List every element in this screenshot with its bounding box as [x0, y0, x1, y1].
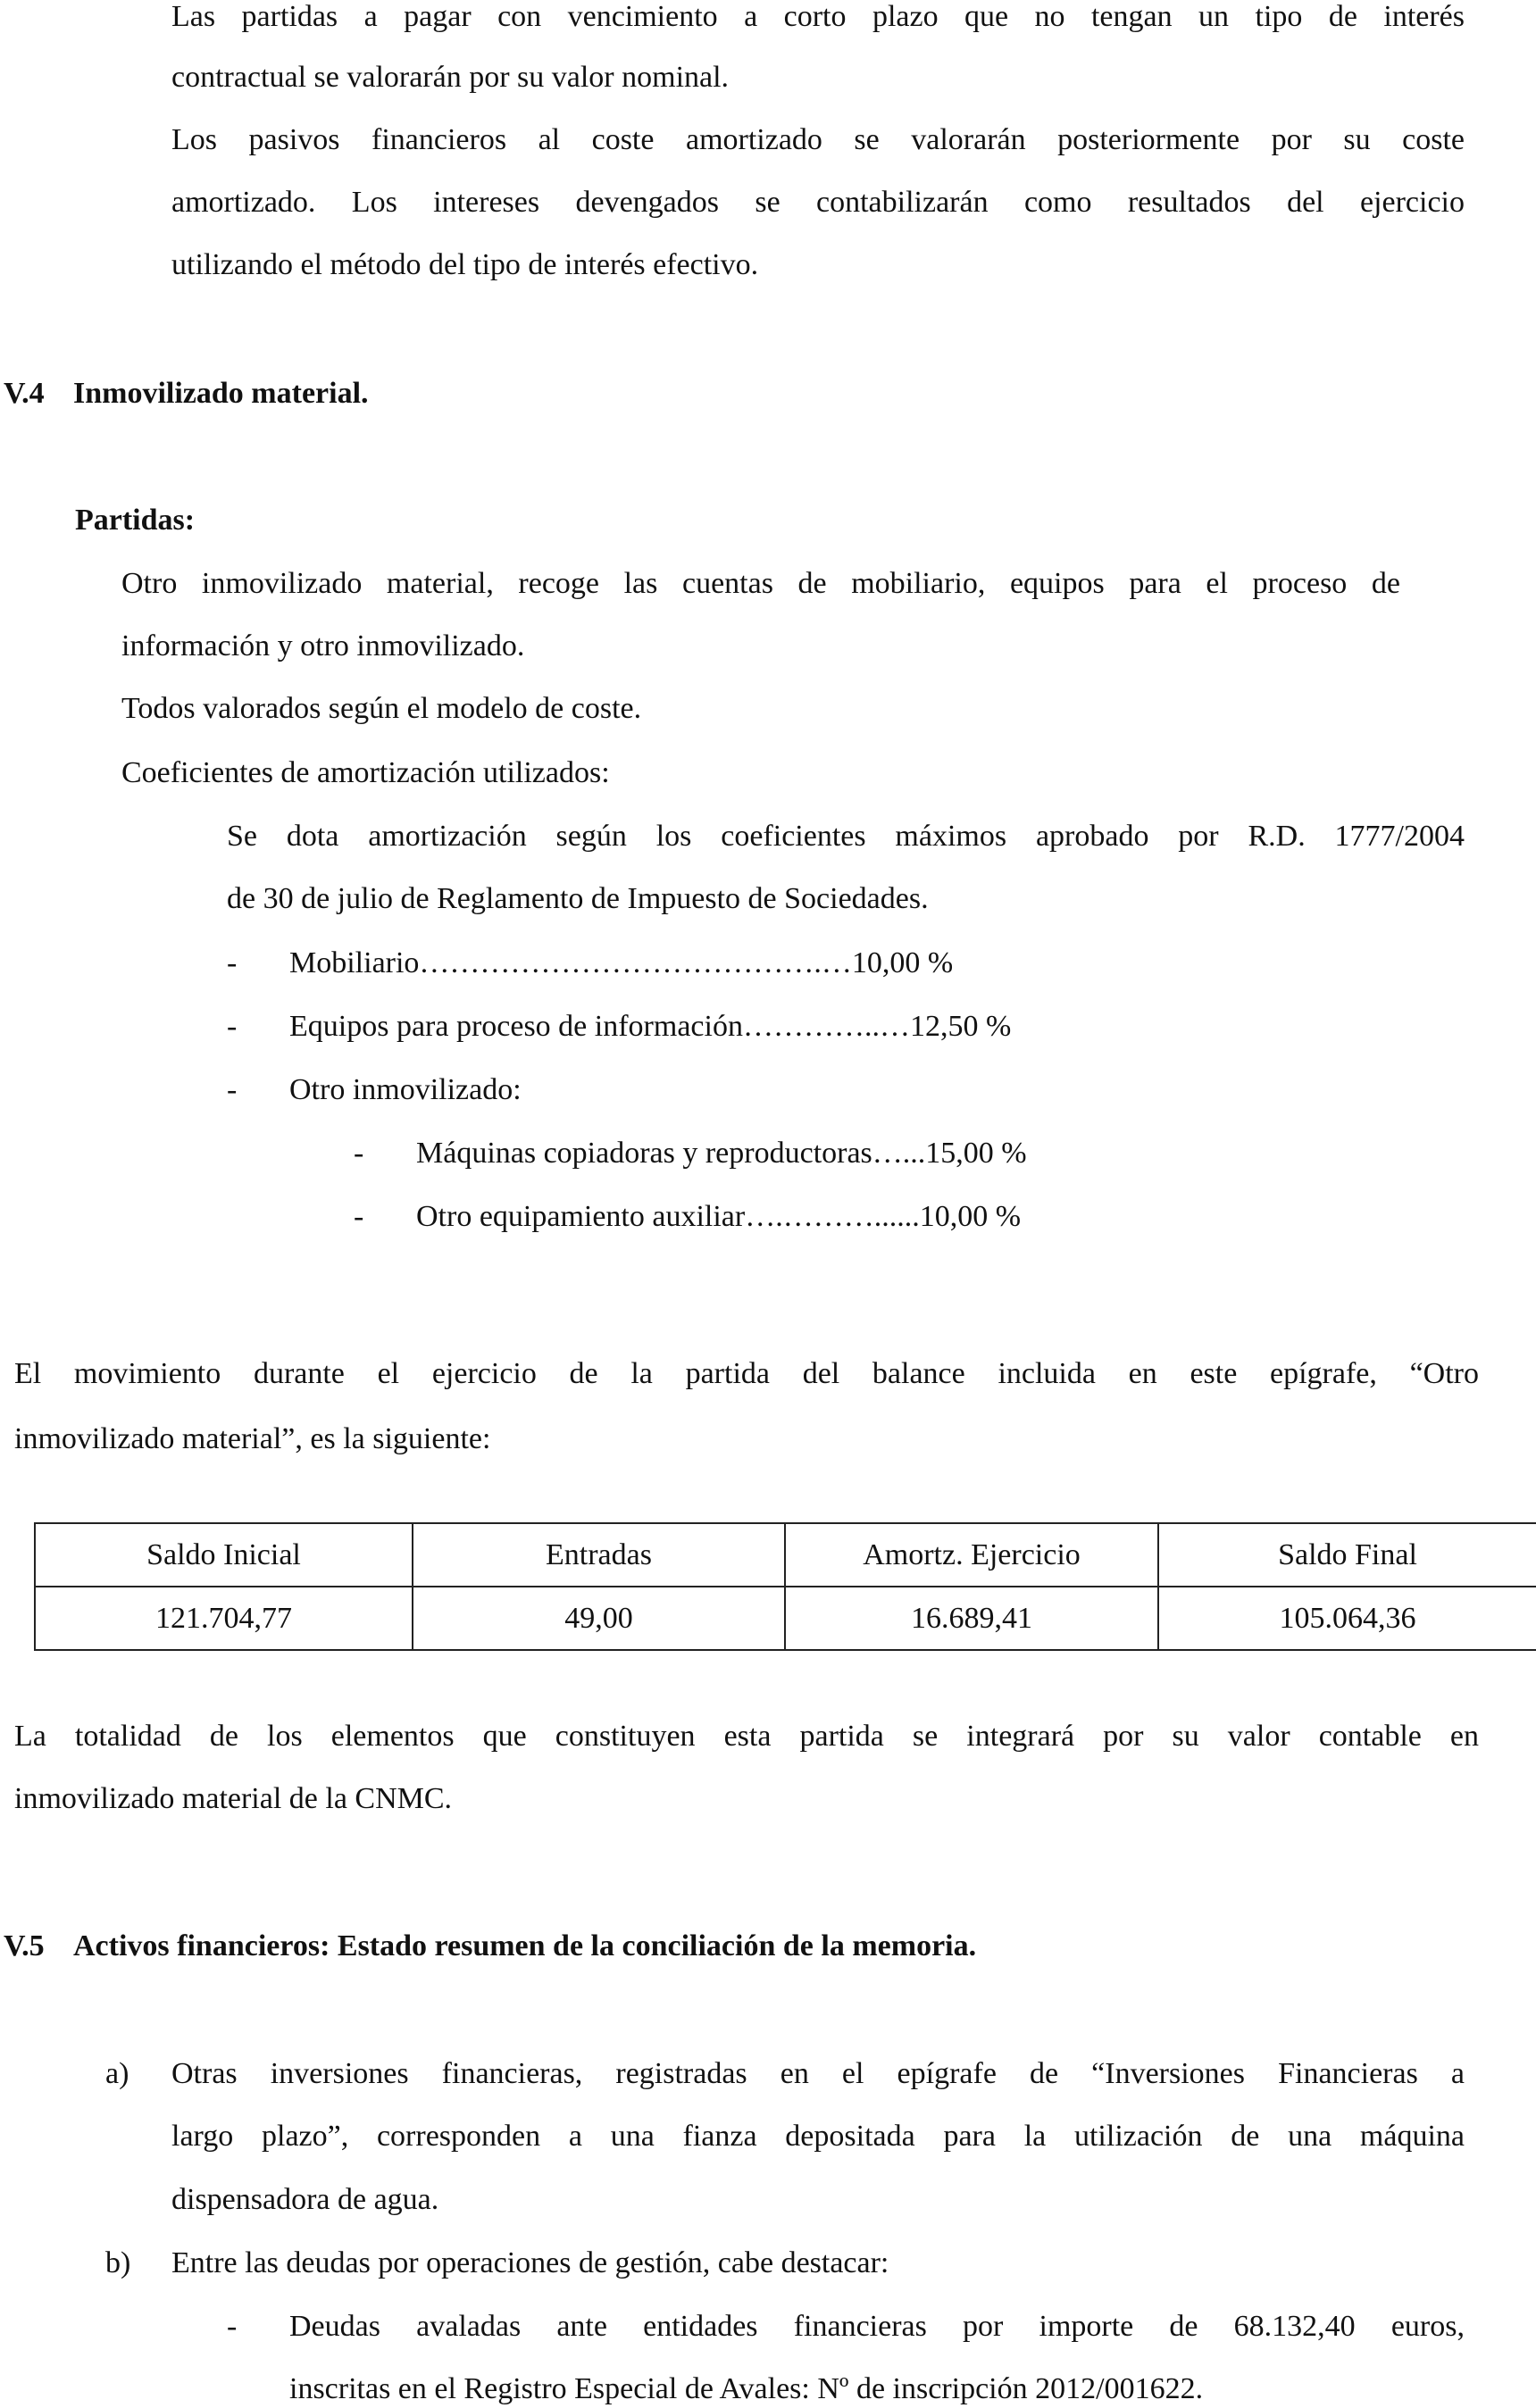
coefficient-maquinas: Máquinas copiadoras y reproductoras…...15,00 %: [416, 1137, 1027, 1170]
totality-line-1: La totalidad de los elementos que constituyen esta partida se integrará por su valor contable en: [14, 1720, 1479, 1753]
cell-entradas: 49,00: [413, 1587, 785, 1650]
item-b-marker: b): [105, 2246, 131, 2279]
table-header-row: [35, 1523, 1536, 1587]
table-row: [35, 1587, 1536, 1650]
header-amortz-ejercicio: Amortz. Ejercicio: [785, 1523, 1158, 1587]
coefficient-equipos: Equipos para proceso de información…………..…12,50 %: [289, 1010, 1012, 1043]
intro-line-5: utilizando el método del tipo de interés efectivo.: [171, 248, 759, 281]
partidas-line-2: información y otro inmovilizado.: [121, 629, 525, 662]
item-b-line-1: Entre las deudas por operaciones de gestión, cabe destacar:: [171, 2246, 889, 2279]
totality-line-2: inmovilizado material de la CNMC.: [14, 1782, 453, 1815]
list-dash: -: [227, 946, 238, 979]
section-v5-title: Activos financieros: Estado resumen de la conciliación de la memoria.: [73, 1929, 977, 1962]
partidas-line-1: Otro inmovilizado material, recoge las cuentas de mobiliario, equipos para el proceso de: [121, 567, 1400, 600]
item-a-line-3: dispensadora de agua.: [171, 2183, 439, 2216]
list-dash: -: [227, 2310, 238, 2343]
item-b-sub-line-1: Deudas avaladas ante entidades financieras por importe de 68.132,40 euros,: [289, 2310, 1465, 2343]
list-dash: -: [354, 1137, 364, 1170]
intro-line-2: contractual se valorarán por su valor nominal.: [171, 61, 730, 94]
rd-line-2: de 30 de julio de Reglamento de Impuesto de Sociedades.: [227, 882, 929, 915]
cell-amortz-ejercicio: 16.689,41: [785, 1587, 1158, 1650]
header-saldo-inicial: Saldo Inicial: [35, 1523, 413, 1587]
movement-line-2: inmovilizado material”, es la siguiente:: [14, 1422, 491, 1455]
intro-line-1: Las partidas a pagar con vencimiento a corto plazo que no tengan un tipo de interés: [171, 0, 1465, 33]
partidas-label: Partidas:: [75, 504, 196, 537]
coefficient-auxiliar: Otro equipamiento auxiliar….………......10,00 %: [416, 1200, 1022, 1233]
cell-saldo-final: 105.064,36: [1158, 1587, 1536, 1650]
movement-line-1: El movimiento durante el ejercicio de la partida del balance incluida en este epígrafe, “Otro: [14, 1357, 1479, 1390]
intro-line-3: Los pasivos financieros al coste amortizado se valorarán posteriormente por su coste: [171, 123, 1465, 156]
coefficient-mobiliario: Mobiliario………………………………….…10,00 %: [289, 946, 954, 979]
valuation-model-text: Todos valorados según el modelo de coste.: [121, 692, 642, 725]
section-v5-number: V.5: [4, 1929, 45, 1962]
rd-line-1: Se dota amortización según los coeficientes máximos aprobado por R.D. 1777/2004: [227, 820, 1465, 853]
section-v4-title: Inmovilizado material.: [73, 377, 369, 410]
item-b-sub-line-2: inscritas en el Registro Especial de Avales: Nº de inscripción 2012/001622.: [289, 2372, 1204, 2405]
item-a-line-2: largo plazo”, corresponden a una fianza depositada para la utilización de una máquina: [171, 2120, 1465, 2153]
cell-saldo-inicial: 121.704,77: [35, 1587, 413, 1650]
intro-line-4: amortizado. Los intereses devengados se contabilizarán como resultados del ejercicio: [171, 186, 1465, 219]
list-dash: -: [227, 1073, 238, 1106]
item-a-marker: a): [105, 2057, 129, 2090]
coefficient-otro: Otro inmovilizado:: [289, 1073, 522, 1106]
movement-table: [34, 1522, 1536, 1651]
list-dash: -: [354, 1200, 364, 1233]
header-saldo-final: Saldo Final: [1158, 1523, 1536, 1587]
header-entradas: Entradas: [413, 1523, 785, 1587]
coefficients-heading: Coeficientes de amortización utilizados:: [121, 756, 610, 789]
item-a-line-1: Otras inversiones financieras, registradas en el epígrafe de “Inversiones Financieras a: [171, 2057, 1465, 2090]
section-v4-number: V.4: [4, 377, 45, 410]
list-dash: -: [227, 1010, 238, 1043]
